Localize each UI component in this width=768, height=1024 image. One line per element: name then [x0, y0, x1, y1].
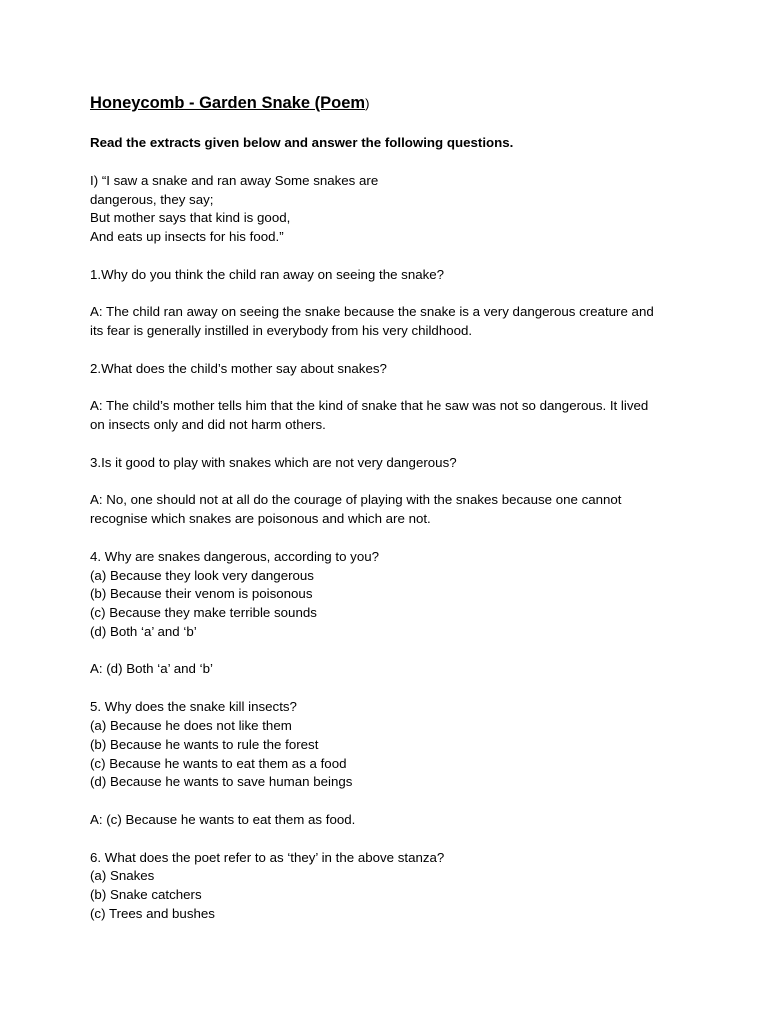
question-5-option: (a) Because he does not like them — [90, 718, 292, 733]
answer-3-line: A: No, one should not at all do the courage of playing with the snakes because one cannot — [90, 492, 622, 507]
question-6-option: (c) Trees and bushes — [90, 906, 215, 921]
extract-line: But mother says that kind is good, — [90, 210, 291, 225]
extract-line: And eats up insects for his food.” — [90, 229, 284, 244]
question-5: 5. Why does the snake kill insects? — [90, 699, 297, 714]
question-1: 1.Why do you think the child ran away on seeing the snake? — [90, 267, 445, 282]
answer-4: A: (d) Both ‘a’ and ‘b’ — [90, 661, 213, 676]
answer-2-line: on insects only and did not harm others. — [90, 417, 326, 432]
answer-3-line: recognise which snakes are poisonous and which are not. — [90, 511, 431, 526]
answer-5: A: (c) Because he wants to eat them as food. — [90, 812, 356, 827]
question-3: 3.Is it good to play with snakes which are not very dangerous? — [90, 455, 457, 470]
question-4-option: (a) Because they look very dangerous — [90, 568, 314, 583]
extract-line: dangerous, they say; — [90, 192, 214, 207]
question-2: 2.What does the child’s mother say about snakes? — [90, 361, 387, 376]
page-title — [90, 94, 369, 113]
instruction-text: Read the extracts given below and answer the following questions. — [90, 135, 514, 150]
question-5-option: (d) Because he wants to save human beings — [90, 774, 353, 789]
question-4-option: (d) Both ‘a’ and ‘b’ — [90, 624, 197, 639]
question-4: 4. Why are snakes dangerous, according to you? — [90, 549, 380, 564]
question-6: 6. What does the poet refer to as ‘they’ in the above stanza? — [90, 850, 445, 865]
question-5-option: (b) Because he wants to rule the forest — [90, 737, 319, 752]
page-title-text: Honeycomb - Garden Snake (Poem — [90, 94, 366, 112]
answer-2-line: A: The child’s mother tells him that the kind of snake that he saw was not so dangerous. It lived — [90, 398, 649, 413]
page-title-close-paren: ) — [365, 96, 370, 111]
question-6-option: (b) Snake catchers — [90, 887, 202, 902]
extract-line: I) “I saw a snake and ran away Some snakes are — [90, 173, 379, 188]
question-4-option: (c) Because they make terrible sounds — [90, 605, 317, 620]
answer-1-line: its fear is generally instilled in everybody from his very childhood. — [90, 323, 473, 338]
question-4-option: (b) Because their venom is poisonous — [90, 586, 313, 601]
question-5-option: (c) Because he wants to eat them as a food — [90, 756, 347, 771]
question-6-option: (a) Snakes — [90, 868, 155, 883]
answer-1-line: A: The child ran away on seeing the snake because the snake is a very dangerous creature and — [90, 304, 654, 319]
